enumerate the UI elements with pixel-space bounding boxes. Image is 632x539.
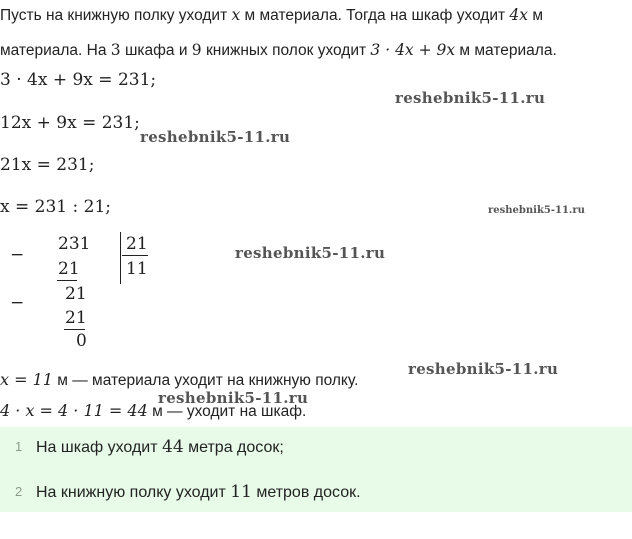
equation-3: 21x = 231; xyxy=(0,155,95,175)
subtrahend-1: 21 xyxy=(58,259,80,279)
divisor: 21 xyxy=(126,234,148,254)
watermark: reshebnik5-11.ru xyxy=(488,205,585,216)
underline-1 xyxy=(57,280,77,281)
intro-text: м материала. xyxy=(455,42,557,59)
remainder-1: 21 xyxy=(65,284,87,304)
remainder-final: 0 xyxy=(76,331,87,351)
intro-text: Пусть на книжную полку уходит xyxy=(0,7,232,24)
expr-total: 3 · 4x + 9x xyxy=(370,41,456,59)
answer-box xyxy=(0,427,632,512)
watermark: reshebnik5-11.ru xyxy=(395,89,546,107)
underline-2 xyxy=(64,329,85,330)
intro-text: м материала. Тогда на шкаф уходит xyxy=(240,7,510,24)
minus-sign-2: − xyxy=(10,293,25,313)
result-math: x = 11 xyxy=(0,370,53,389)
answer-pre: На книжную полку уходит xyxy=(36,484,231,501)
watermark: reshebnik5-11.ru xyxy=(158,389,309,407)
watermark: reshebnik5-11.ru xyxy=(140,128,291,146)
result-text: м — уходит на шкаф. xyxy=(147,403,307,420)
result-math: 4 · x = 4 · 11 = 44 xyxy=(0,401,148,420)
quotient: 11 xyxy=(126,259,148,279)
answer-number: 44 xyxy=(162,437,184,457)
result-text: м — материала уходит на книжную полку. xyxy=(52,372,359,389)
division-bracket xyxy=(120,232,121,284)
intro-text: материала. На xyxy=(0,42,111,59)
equation-2: 12x + 9x = 231; xyxy=(0,113,140,133)
answer-number: 11 xyxy=(230,482,252,502)
intro-line-2 xyxy=(0,41,557,60)
var-x: x xyxy=(231,6,241,24)
num-3: 3 xyxy=(110,41,121,59)
intro-text: шкафа и xyxy=(120,42,192,59)
quotient-line xyxy=(122,255,148,256)
answer-pre: На шкаф уходит xyxy=(36,439,163,456)
answer-post: метров досок. xyxy=(251,484,361,501)
subtrahend-2: 21 xyxy=(65,308,87,328)
intro-text: книжных полок уходит xyxy=(201,42,371,59)
long-division xyxy=(0,228,200,353)
answer-text xyxy=(36,437,284,457)
expr-4x: 4x xyxy=(509,6,529,24)
equation-4: x = 231 : 21; xyxy=(0,197,111,217)
minus-sign-1: − xyxy=(10,245,25,265)
result-line-1 xyxy=(0,370,358,390)
answer-index: 1 xyxy=(15,439,23,454)
answer-post: метра досок; xyxy=(183,439,284,456)
intro-text: м xyxy=(528,7,543,24)
answer-text xyxy=(36,482,361,502)
intro-line-1 xyxy=(0,6,543,25)
num-9: 9 xyxy=(191,41,202,59)
dividend: 231 xyxy=(58,234,91,254)
watermark: reshebnik5-11.ru xyxy=(408,360,559,378)
equation-1: 3 · 4x + 9x = 231; xyxy=(0,70,157,90)
answer-index: 2 xyxy=(15,484,23,499)
watermark: reshebnik5-11.ru xyxy=(235,244,386,262)
